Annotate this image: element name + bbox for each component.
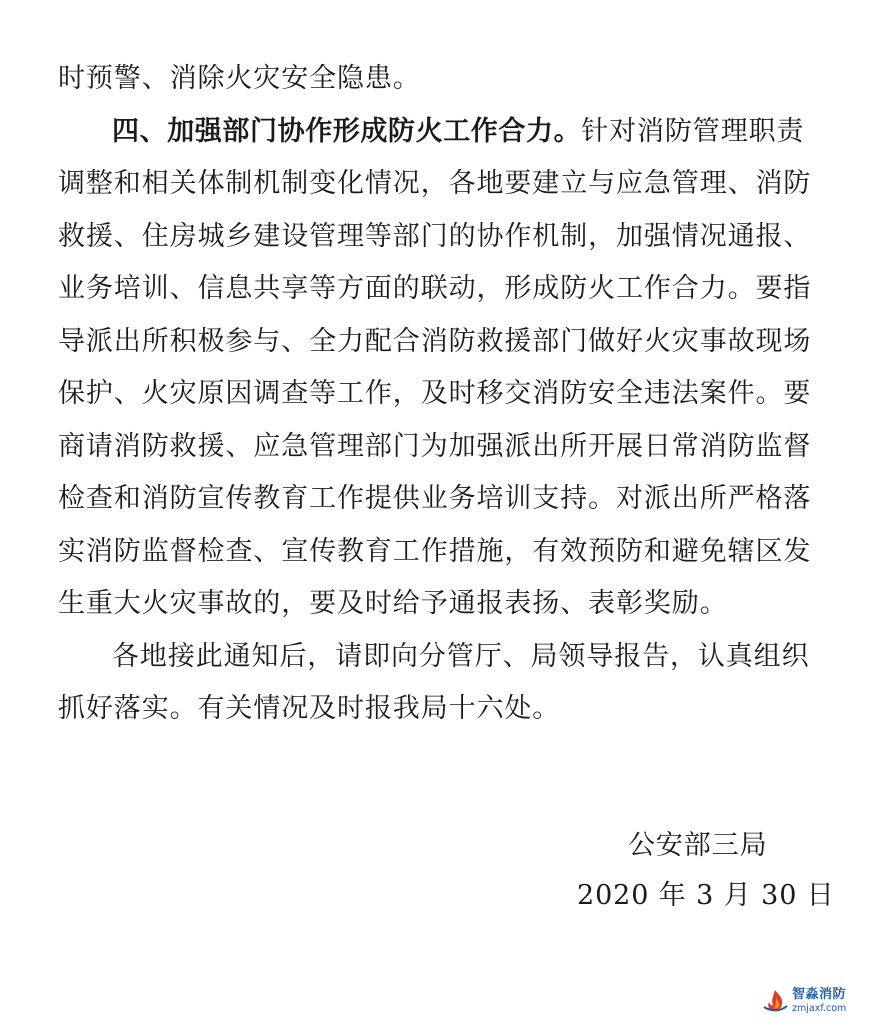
paragraph-first-line [112, 112, 804, 152]
text-line: 生重大火灾事故的，要及时给予通报表扬、表彰奖励。 [58, 588, 728, 619]
section-heading: 四、加强部门协作形成防火工作合力。 [112, 116, 582, 147]
text-line: 针对消防管理职责 [581, 116, 805, 147]
text-line: 救援、住房城乡建设管理等部门的协作机制，加强情况通报、 [58, 221, 812, 252]
watermark [762, 984, 874, 1018]
flame-logo-icon [762, 988, 788, 1014]
text-line: 抓好落实。有关情况及时报我局十六处。 [58, 693, 561, 724]
watermark-url: zmjaxf.com [792, 1003, 847, 1015]
signature-org: 公安部三局 [628, 830, 768, 861]
text-line: 调整和相关体制机制变化情况，各地要建立与应急管理、消防 [58, 168, 812, 199]
text-line: 实消防监督检查、宣传教育工作措施，有效预防和避免辖区发 [58, 536, 812, 567]
text-line: 商请消防救援、应急管理部门为加强派出所开展日常消防监督 [58, 431, 812, 462]
text-line: 保护、火灾原因调查等工作，及时移交消防安全违法案件。要 [58, 378, 812, 409]
watermark-name: 智淼消防 [792, 987, 847, 1003]
text-line: 导派出所积极参与、全力配合消防救援部门做好火灾事故现场 [58, 326, 812, 357]
text-line: 各地接此通知后，请即向分管厅、局领导报告，认真组织 [112, 641, 810, 672]
text-line: 时预警、消除火灾安全隐患。 [58, 63, 421, 94]
text-line: 检查和消防宣传教育工作提供业务培训支持。对派出所严格落 [58, 483, 812, 514]
text-line: 业务培训、信息共享等方面的联动，形成防火工作合力。要指 [58, 273, 812, 304]
signature-date: 2020 年 3 月 30 日 [577, 880, 835, 911]
